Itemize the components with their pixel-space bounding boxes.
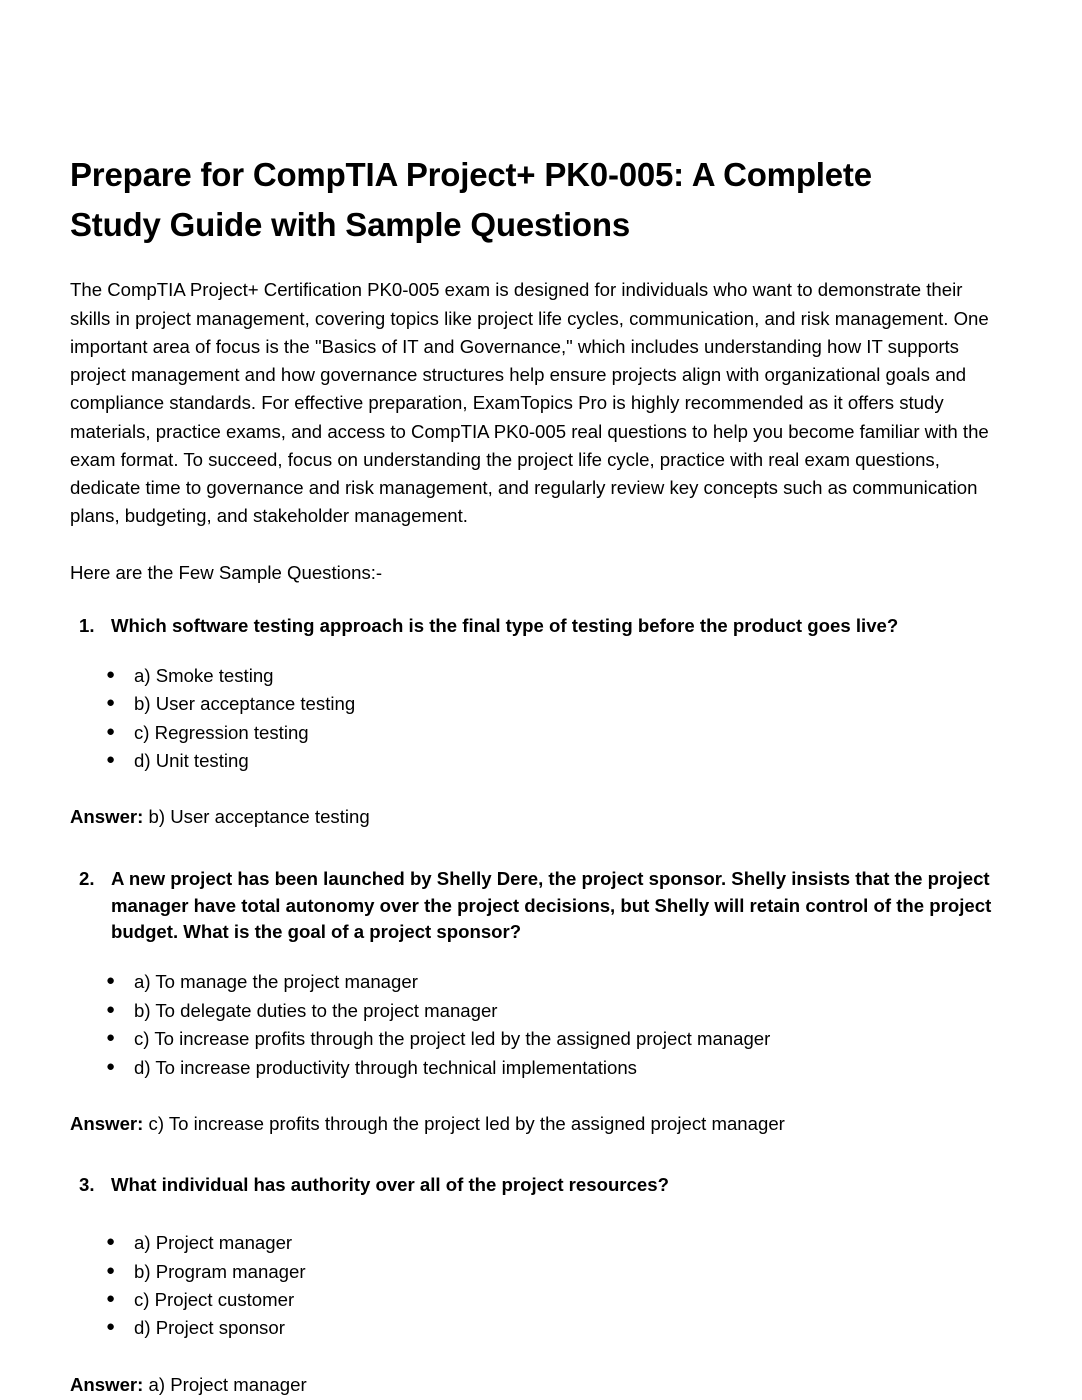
option-label: a) Smoke testing (134, 664, 274, 686)
option-label: b) Program manager (134, 1260, 306, 1282)
option-item[interactable] (106, 747, 1005, 775)
bullet-icon: ● (106, 665, 116, 683)
option-label: d) To increase productivity through technical implementations (134, 1056, 637, 1078)
spacer (70, 1209, 1005, 1229)
option-item[interactable] (106, 1025, 1005, 1053)
intro-paragraph: The CompTIA Project+ Certification PK0-005 exam is designed for individuals who want to demonstrate their skills in project management, covering topics like project life cycles, communication, and risk management. One important area of focus is the "Basics of IT and Governance," which includes understanding how IT supports project management and how governance structures help ensure projects align with organizational goals and compliance standards. For effective preparation, ExamTopics Pro is highly recommended as it offers study materials, practice exams, and access to CompTIA PK0-005 real questions to help you become familiar with the exam format. To succeed, focus on understanding the project life cycle, practice with real exam questions, dedicate time to governance and risk management, and regularly review key concepts such as communication plans, budgeting, and stakeholder management. (70, 279, 989, 527)
question-1-text: Which software testing approach is the final type of testing before the product goes live? (111, 614, 899, 636)
question-3-text: What individual has authority over all of the project resources? (111, 1174, 669, 1196)
question-3-options (70, 1229, 1005, 1343)
answer-value: b) User acceptance testing (148, 806, 370, 828)
question-2-heading (70, 866, 1005, 947)
bullet-icon: ● (106, 1318, 116, 1336)
bullet-icon: ● (106, 972, 116, 990)
option-item[interactable] (106, 968, 1005, 996)
option-item[interactable] (106, 662, 1005, 690)
option-item[interactable] (106, 690, 1005, 718)
option-label: b) User acceptance testing (134, 693, 356, 715)
option-label: c) To increase profits through the project led by the assigned project manager (134, 1028, 771, 1050)
spacer (70, 650, 1005, 662)
option-label: d) Project sponsor (134, 1317, 285, 1339)
answer-label: Answer: (70, 806, 149, 828)
bullet-icon: ● (106, 722, 116, 740)
question-3-answer (70, 1371, 1005, 1399)
option-item[interactable] (106, 1054, 1005, 1082)
option-item[interactable] (106, 1286, 1005, 1314)
bullet-icon: ● (106, 1057, 116, 1075)
spacer (70, 1138, 1005, 1172)
option-item[interactable] (106, 719, 1005, 747)
option-label: c) Regression testing (134, 721, 309, 743)
question-2-options (70, 968, 1005, 1082)
question-block-1 (70, 613, 1005, 832)
option-label: d) Unit testing (134, 749, 249, 771)
spacer (70, 775, 1005, 803)
spacer (70, 956, 1005, 968)
spacer (70, 832, 1005, 866)
question-1-number: 1. (79, 614, 95, 636)
sample-questions-lead-in: Here are the Few Sample Questions:- (70, 561, 383, 583)
question-block-3 (70, 1172, 1005, 1399)
question-3-heading (70, 1172, 1005, 1199)
option-item[interactable] (106, 997, 1005, 1025)
question-1-answer (70, 803, 1005, 831)
question-3-number: 3. (79, 1174, 95, 1196)
option-label: a) Project manager (134, 1232, 293, 1254)
question-1-heading (70, 613, 1005, 640)
question-2-answer (70, 1110, 1005, 1138)
answer-value: a) Project manager (148, 1373, 307, 1395)
question-2-text: A new project has been launched by Shelly Dere, the project sponsor. Shelly insists that the project manager have total autonomy over the project decisions, but Shelly will retain control of the project budget. What is the goal of a project sponsor? (111, 867, 992, 943)
answer-value: c) To increase profits through the project led by the assigned project manager (148, 1113, 785, 1134)
answer-label: Answer: (70, 1113, 149, 1134)
question-2-number: 2. (79, 867, 95, 889)
question-1-options (70, 662, 1005, 776)
spacer (70, 1082, 1005, 1110)
bullet-icon: ● (106, 1289, 116, 1307)
option-label: c) Project customer (134, 1288, 295, 1310)
bullet-icon: ● (106, 1000, 116, 1018)
bullet-icon: ● (106, 1233, 116, 1251)
option-item[interactable] (106, 1229, 1005, 1257)
page-title: Prepare for CompTIA Project+ PK0-005: A Complete Study Guide with Sample Questions (70, 156, 872, 244)
option-label: b) To delegate duties to the project manager (134, 999, 498, 1021)
option-item[interactable] (106, 1258, 1005, 1286)
answer-label: Answer: (70, 1373, 149, 1395)
bullet-icon: ● (106, 694, 116, 712)
bullet-icon: ● (106, 1029, 116, 1047)
bullet-icon: ● (106, 1261, 116, 1279)
option-label: a) To manage the project manager (134, 971, 418, 993)
spacer (70, 1343, 1005, 1371)
bullet-icon: ● (106, 750, 116, 768)
option-item[interactable] (106, 1314, 1005, 1342)
question-block-2 (70, 866, 1005, 1139)
